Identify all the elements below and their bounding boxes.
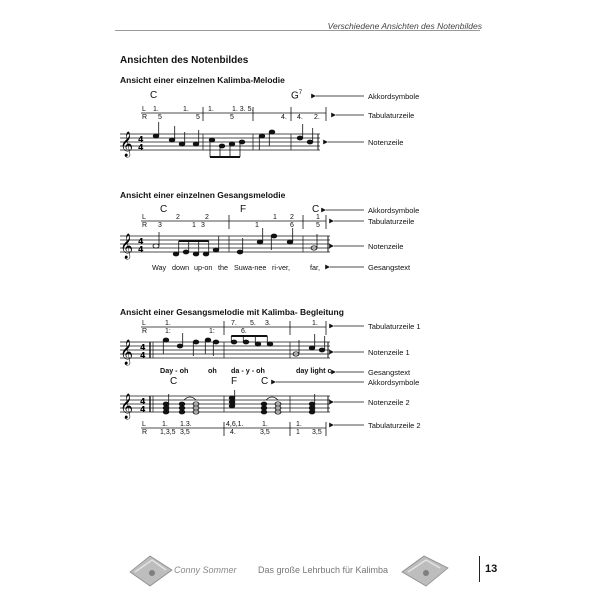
example2-tab-top-5: 1	[316, 214, 320, 221]
treble-clef-icon-1: 𝄞	[120, 132, 134, 157]
example3-tab2-line	[141, 422, 326, 436]
footer-author: Conny Sommer	[174, 565, 237, 575]
example3-tab1-top-1: 1.	[165, 320, 171, 327]
example2-tab-top-2: 2	[205, 214, 209, 221]
example3-chord-f: F	[231, 376, 238, 387]
example1-tab-bottom-4: 4.	[281, 114, 287, 121]
svg-text:4: 4	[140, 343, 146, 352]
page-number: 13	[485, 563, 498, 575]
example2-tab-bottom-3: 3	[201, 222, 205, 229]
label-staff-3b: Notenzeile 2	[368, 398, 410, 407]
example3-tab1-top-4: 3.	[265, 320, 271, 327]
example2-lyric-6: ri-ver,	[272, 263, 290, 272]
example3-tab1-top-5: 1.	[312, 320, 318, 327]
example3-staff2	[120, 396, 330, 412]
label-staff-3a: Notenzeile 1	[368, 348, 410, 357]
svg-text:4: 4	[138, 245, 144, 254]
label-chord-symbols-1: Akkordsymbole	[368, 92, 420, 101]
label-chord-symbols-2: Akkordsymbole	[368, 206, 420, 215]
example2-title: Ansicht einer einzelnen Gesangsmelodie	[120, 190, 286, 200]
footer-divider	[479, 556, 480, 582]
label-tab-line-3b: Tabulaturzeile 2	[368, 421, 421, 430]
kalimba-image-right	[402, 556, 448, 586]
example3-lyric-4: day light c	[296, 366, 332, 375]
example3-tab2-bottom-1: 1,3,5	[160, 429, 176, 436]
example2-tab-line	[141, 215, 326, 229]
example2-staff	[120, 236, 330, 252]
example3-tab2-top-4: 1.	[262, 421, 268, 428]
example3-tab1-line	[141, 321, 326, 335]
example1-tab-top-2: 1.	[183, 106, 189, 113]
label-tab-line-3a: Tabulaturzeile 1	[368, 322, 421, 331]
example3-tab2-top-3: 4,6,1.	[226, 421, 244, 428]
treble-clef-icon-2: 𝄞	[120, 234, 134, 259]
example3-tab1-bottom-3: 6.	[241, 328, 247, 335]
svg-text:4: 4	[138, 237, 144, 246]
example2-chord-c2: C	[312, 204, 320, 215]
example3-staff1-notes	[163, 333, 325, 356]
example2-tab-bottom-1: 3	[158, 222, 162, 229]
example3-tab2-top-5: 1.	[296, 421, 302, 428]
label-tab-line-2: Tabulaturzeile	[368, 217, 415, 226]
example2-tab-bottom-5: 6	[290, 222, 294, 229]
example2-tab-r: R	[142, 222, 148, 229]
treble-clef-icon-4: 𝄞	[120, 394, 134, 419]
example2-lyric-5: Suwa-nee	[234, 263, 267, 272]
example1-tab-line	[141, 107, 326, 121]
example1-tab-top-3: 1.	[208, 106, 214, 113]
example2-lyric-3: up-on	[194, 263, 213, 272]
example2-tab-bottom-4: 1	[255, 222, 259, 229]
svg-text:4: 4	[140, 397, 146, 406]
example3-staff2-chords	[163, 390, 315, 414]
example1-tab-top-5: 4.	[297, 114, 303, 121]
section-title: Ansichten des Notenbildes	[120, 55, 249, 66]
example3-tab2-bottom-4: 3,5	[260, 429, 270, 436]
example1-tab-bottom-1: 5	[158, 114, 162, 121]
example2-lyric-2: down	[172, 263, 190, 272]
example3-tab1-top-2: 7.	[231, 320, 237, 327]
running-title: Verschiedene Ansichten des Notenbildes	[327, 21, 482, 31]
annotation-arrows	[276, 96, 364, 425]
svg-text:4: 4	[138, 143, 144, 152]
example1-tab-r: R	[142, 114, 148, 121]
example3-title: Ansicht einer Gesangsmelodie mit Kalimba- Begleitung	[120, 307, 344, 317]
example3-tab2-bottom-3: 4.	[230, 429, 236, 436]
example1-notes	[153, 122, 313, 157]
example3-tab2-l: L	[142, 421, 146, 428]
example3-chord-c2: C	[261, 376, 269, 387]
example3-lyric-1: Day - oh	[160, 366, 189, 375]
label-staff-1: Notenzeile	[368, 138, 404, 147]
example2-lyric-7: far,	[310, 263, 320, 272]
example3-tab2-top-2: 1.3.	[180, 421, 192, 428]
example2-lyric-1: Way	[152, 263, 167, 272]
example3-tab2-bottom-5: 1	[296, 429, 300, 436]
example3-tab2-bottom-6: 3,5	[312, 429, 322, 436]
label-lyrics-3: Gesangstext	[368, 368, 411, 377]
example2-tab-top-4: 2	[290, 214, 294, 221]
example2-tab-top-3: 1	[273, 214, 277, 221]
example2-tab-bottom-2: 1	[192, 222, 196, 229]
svg-text:4: 4	[140, 351, 146, 360]
example2-lyric-4: the	[218, 263, 228, 272]
example1-title: Ansicht einer einzelnen Kalimba-Melodie	[120, 75, 285, 85]
example3-lyric-2: oh	[208, 366, 217, 375]
example3-tab1-top-3: 5.	[250, 320, 256, 327]
label-lyrics-2: Gesangstext	[368, 263, 411, 272]
example1-tab-bottom-5: 2.	[314, 114, 320, 121]
example3-tab1-r: R	[142, 328, 148, 335]
example1-tab-top-1: 1.	[153, 106, 159, 113]
time-sig-1: 4	[138, 135, 144, 144]
label-staff-2: Notenzeile	[368, 242, 404, 251]
example3-chord-c: C	[170, 376, 178, 387]
label-chord-symbols-3: Akkordsymbole	[368, 378, 420, 387]
example1-tab-l: L	[142, 106, 146, 113]
example3-tab1-l: L	[142, 320, 146, 327]
example2-tab-l: L	[142, 214, 146, 221]
example3-tab2-top-1: 1.	[162, 421, 168, 428]
kalimba-image-left	[130, 556, 172, 586]
footer-book-title: Das große Lehrbuch für Kalimba	[258, 565, 389, 575]
example3-tab2-r: R	[142, 429, 148, 436]
svg-text:4: 4	[140, 405, 146, 414]
label-tab-line-1: Tabulaturzeile	[368, 111, 415, 120]
example1-tab-bottom-3: 5	[230, 114, 234, 121]
example2-tab-bottom-6: 5	[316, 222, 320, 229]
example2-chord-c: C	[160, 204, 168, 215]
example3-tab1-bottom-2: 1:	[209, 328, 215, 335]
example2-tab-top-1: 2	[176, 214, 180, 221]
example1-tab-bottom-2: 5	[196, 114, 200, 121]
example3-tab2-bottom-2: 3,5	[180, 429, 190, 436]
example2-chord-f: F	[240, 204, 247, 215]
example1-tab-top-4: 1. 3. 5.	[232, 106, 254, 113]
example3-lyric-3: da - y - oh	[231, 366, 265, 375]
example3-tab1-bottom-1: 1:	[165, 328, 171, 335]
treble-clef-icon-3: 𝄞	[120, 340, 134, 365]
example1-chord-c: C	[150, 90, 158, 101]
example1-chord-g: $G^7$	[291, 90, 303, 102]
